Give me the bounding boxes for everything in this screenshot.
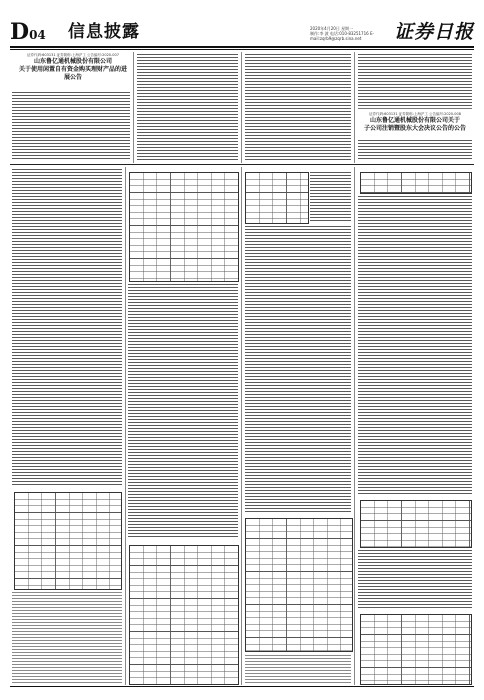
body-text (12, 169, 122, 487)
body-text (245, 54, 351, 161)
data-table (129, 172, 239, 282)
data-table (360, 172, 472, 194)
section-title: 信息披露 (68, 22, 140, 42)
body-text (245, 226, 351, 512)
company-name: 山东鲁亿通机械股份有限公司关于 (369, 117, 460, 124)
body-text (12, 92, 130, 161)
data-table (245, 518, 353, 652)
stock-code-line: 证券代码:603131 证券简称:上海沪工 公告编号:2020-008 (369, 112, 461, 116)
data-table (14, 492, 122, 590)
column-divider (241, 167, 242, 685)
data-table (360, 614, 472, 685)
column-divider (125, 167, 126, 685)
data-table (245, 172, 309, 224)
body-text (358, 550, 472, 610)
masthead-rule-thin (10, 49, 474, 50)
column-divider (354, 167, 355, 685)
announcement-header (360, 112, 470, 133)
body-text (310, 172, 351, 222)
stock-code-line: 证券代码:603131 证券简称:上海沪工 公告编号:2020-007 (27, 53, 119, 57)
announcement-header (18, 53, 128, 82)
data-table (360, 500, 472, 548)
masthead-rule (10, 46, 474, 48)
body-text (128, 284, 238, 539)
data-table (129, 545, 239, 685)
body-text (137, 54, 238, 161)
newspaper-logo: 证券日报 (393, 21, 474, 43)
announcement-title: 子公司注销暨股东大会决议公告的公告 (363, 125, 466, 132)
column-divider (133, 52, 134, 163)
section-separator (10, 164, 474, 165)
body-text (12, 592, 122, 683)
date-line: 2020年4月20日 星期一 (310, 26, 354, 31)
company-name: 山东鲁亿通机械股份有限公司 (33, 58, 112, 65)
body-text (358, 196, 472, 496)
column-divider (354, 52, 355, 163)
body-text (358, 140, 472, 161)
announcement-title: 关于使用闲置自有资金购买理财产品的进展公告 (18, 66, 127, 81)
editor-line: 制作:李 波 电话:010-83251716 E-mail:zqrb9@zqrb.sina.net (310, 31, 374, 41)
body-text (245, 655, 351, 683)
masthead (10, 20, 474, 44)
page-number: D04 (10, 19, 46, 45)
announcement-separator (358, 108, 472, 109)
column-divider (241, 52, 242, 163)
footer-rule (10, 686, 474, 687)
body-text (358, 54, 472, 106)
